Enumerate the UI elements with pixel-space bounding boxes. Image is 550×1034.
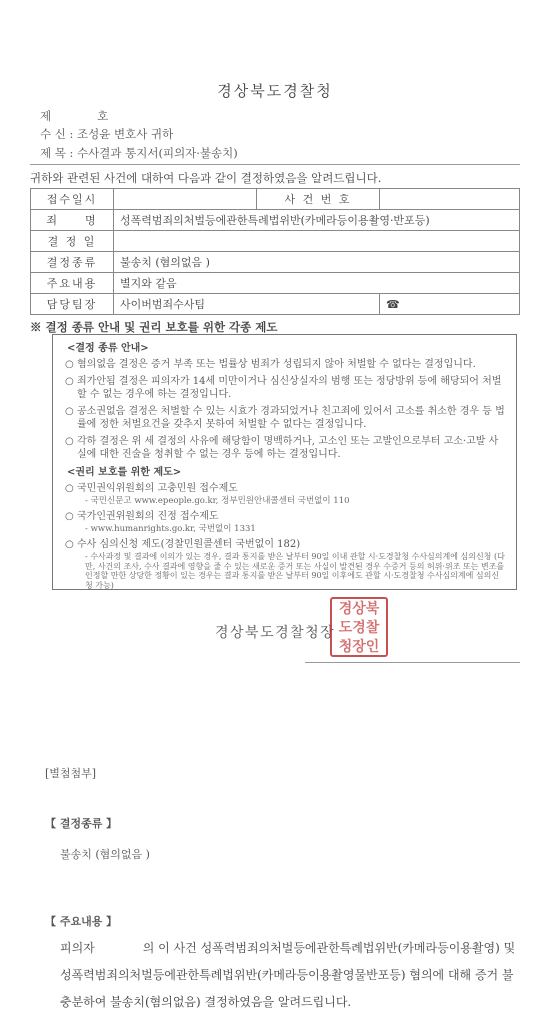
seal-line: 경상북 <box>338 601 380 617</box>
phone-icon: ☎ <box>386 297 400 311</box>
decision-type-desc: 죄가안됨 결정은 피의자가 14세 미만이거나 심신상실자의 범행 또는 정당방위 등에 해당되어 처벌할 수 없는 경우에 하는 결정입니다. <box>77 376 502 400</box>
intro-text: 귀하와 관련된 사건에 대하여 다음과 같이 결정하였음을 알려드립니다. <box>30 171 382 185</box>
list-item <box>63 376 506 401</box>
table-row <box>31 252 520 273</box>
doc-number: 제 호 <box>40 109 109 123</box>
decision-date-label: 결 정 일 <box>31 231 114 252</box>
rights-name: 수사 심의신청 제도(경찰민원콜센터 국번없이 182) <box>77 538 301 550</box>
bullet-icon: ○ <box>65 376 74 387</box>
rights-detail: - 수사과정 및 결과에 이의가 있는 경우, 결과 통지를 받은 날부터 90일 이내 관할 시·도경찰청 수사심의계에 심의신청 (다만, 사건의 조사, 수사 결과에 영향을 줄 수 있는 새로운 증거 또는 사실이 발견된 경우 수증거 등의 허위·위조 또는 변조를 인정할 만한 상당한 정황이 있는 경우는 결과 통지를 받은 날부터 90일 이후에도 관할 시·도경찰청 수사심의계에 심의신청 가능) <box>85 552 505 591</box>
attachment-label: [별첨첨부] <box>45 767 97 780</box>
receipt-date-value <box>114 189 257 210</box>
seal-line: 도경찰 <box>338 620 380 636</box>
decision-type-label: 결정종류 <box>31 252 114 273</box>
content-text: 피의자 의 이 사건 성폭력범죄의처벌등에관한특례법위반(카메라등이용촬영) 및 성폭력범죄의처벌등에관한특례법위반(카메라등이용촬영물반포등) 혐의에 대해 증거 불충분하여 불송치(혐의없음) 결정하였음을 알려드립니다. <box>60 941 516 1009</box>
header-divider <box>30 164 520 165</box>
phone-cell <box>380 294 520 315</box>
case-info-table <box>30 188 520 315</box>
notice-title: ※ 결정 종류 안내 및 권리 보호를 위한 각종 제도 <box>30 320 278 334</box>
official-seal <box>330 597 388 657</box>
decision-type-desc: 혐의없음 결정은 증거 부족 또는 법률상 범죄가 성립되지 않아 처벌할 수 없다는 결정입니다. <box>77 358 476 370</box>
officer-value: 사이버범죄수사팀 <box>114 294 380 315</box>
officer-label: 담당팀장 <box>31 294 114 315</box>
bullet-icon: ○ <box>65 358 74 370</box>
rights-name: 국가인권위원회의 진정 접수제도 <box>77 510 219 522</box>
recipient-line: 수 신 : 조성윤 변호사 귀하 <box>40 127 174 141</box>
table-row <box>31 231 520 252</box>
charge-value: 성폭력범죄의처벌등에관한특례법위반(카메라등이용촬영·반포등) <box>114 210 520 231</box>
rights-detail: - www.humanrights.go.kr, 국번없이 1331 <box>85 524 256 535</box>
case-number-value <box>380 189 520 210</box>
list-item <box>63 436 506 461</box>
rights-heading: <권리 보호를 위한 제도> <box>67 467 182 478</box>
list-item <box>63 359 506 372</box>
content-value: 별지와 같음 <box>114 273 520 294</box>
rights-name: 국민권익위원회의 고충민원 접수제도 <box>77 482 238 494</box>
issuing-agency: 경상북도경찰청장 <box>215 625 336 641</box>
decision-type-desc: 공소권없음 결정은 처벌할 수 있는 시효가 경과되었거나 친고죄에 있어서 고소를 취소한 경우 등 법률에 정한 처벌요건을 갖추지 못하여 처벌할 수 없다는 결정입니다. <box>77 406 505 430</box>
bullet-icon: ○ <box>65 510 74 522</box>
charge-label: 죄 명 <box>31 210 114 231</box>
rights-detail: - 국민신문고 www.epeople.go.kr, 정부민원안내콜센터 국번없이 110 <box>85 496 350 506</box>
case-number-label: 사 건 번 호 <box>257 189 380 210</box>
list-item <box>63 511 506 524</box>
bullet-icon: ○ <box>65 436 74 447</box>
list-item <box>63 483 506 496</box>
content-label: 주요내용 <box>31 273 114 294</box>
table-row <box>31 210 520 231</box>
bullet-icon: ○ <box>65 482 74 494</box>
decision-date-value <box>114 231 520 252</box>
table-row <box>31 273 520 294</box>
document-title: 경상북도경찰청 <box>217 82 333 100</box>
decision-type-value: 불송치 (혐의없음 ) <box>114 252 520 273</box>
table-row <box>31 294 520 315</box>
footer-divider <box>305 662 520 663</box>
list-item <box>63 406 506 431</box>
receipt-date-label: 접수일시 <box>31 189 114 210</box>
bullet-icon: ○ <box>65 406 74 417</box>
subject-line: 제 목 : 수사결과 통지서(피의자·불송치) <box>40 146 238 160</box>
decision-value: 불송치 (혐의없음 ) <box>60 848 150 861</box>
decision-heading: 【 결정종류 】 <box>45 817 118 830</box>
notice-box <box>52 334 517 590</box>
bullet-icon: ○ <box>65 538 74 550</box>
decision-type-desc: 각하 결정은 위 세 결정의 사유에 해당함이 명백하거나, 고소인 또는 고발인으로부터 고소·고발 사실에 대한 진술을 청취할 수 없는 경우 등에 하는 결정입니다. <box>77 436 499 460</box>
decision-types-heading: <결정 종류 안내> <box>67 343 149 354</box>
table-row <box>31 189 520 210</box>
list-item <box>63 539 506 552</box>
content-heading: 【 주요내용 】 <box>45 915 118 928</box>
seal-line: 청장인 <box>338 639 380 655</box>
